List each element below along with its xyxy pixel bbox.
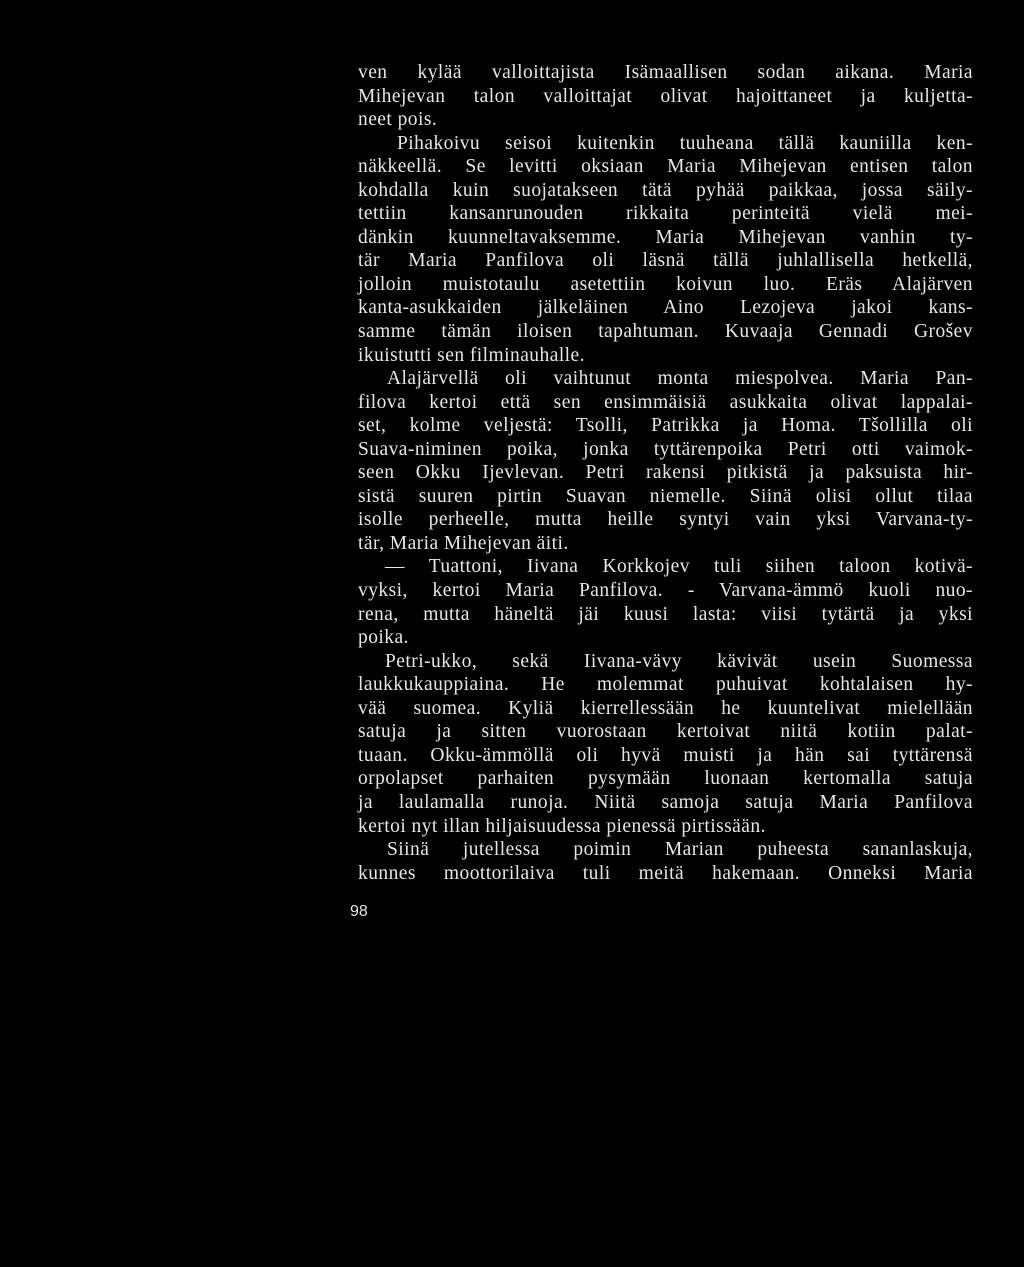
text-line: samme tämän iloisen tapahtuman. Kuvaaja Gennadi Grošev bbox=[358, 321, 973, 343]
text-line: jolloin muistotaulu asetettiin koivun luo. Eräs Alajärven bbox=[358, 273, 973, 295]
text-line: — Tuattoni, Iivana Korkkojev tuli siihen taloon kotivä- bbox=[385, 556, 973, 578]
text-line: neet pois. bbox=[358, 109, 438, 131]
text-line: ikuistutti sen filminauhalle. bbox=[358, 344, 585, 366]
text-line: tär Maria Panfilova oli läsnä tällä juhlallisella hetkellä, bbox=[358, 250, 973, 272]
text-line: Pihakoivu seisoi kuitenkin tuuheana tällä kauniilla ken- bbox=[397, 132, 973, 154]
page-number: 98 bbox=[350, 903, 368, 920]
text-line: dänkin kuunneltavaksemme. Maria Mihejevan vanhin ty- bbox=[358, 226, 973, 248]
text-line: filova kertoi että sen ensimmäisiä asukkaita olivat lappalai- bbox=[358, 391, 973, 413]
text-line: seen Okku Ijevlevan. Petri rakensi pitkistä ja paksuista hir- bbox=[358, 462, 973, 484]
text-line: Mihejevan talon valloittajat olivat hajoittaneet ja kuljetta- bbox=[358, 85, 973, 107]
text-line: kertoi nyt illan hiljaisuudessa pienessä pirtissään. bbox=[358, 815, 766, 837]
text-line: Petri-ukko, sekä Iivana-vävy kävivät usein Suomessa bbox=[385, 650, 973, 672]
text-line: tär, Maria Mihejevan äiti. bbox=[358, 532, 569, 554]
text-line: vyksi, kertoi Maria Panfilova. - Varvana-ämmö kuoli nuo- bbox=[358, 580, 973, 602]
text-line: ven kylää valloittajista Isämaallisen sodan aikana. Maria bbox=[358, 62, 973, 83]
text-line: ja laulamalla runoja. Niitä samoja satuja Maria Panfilova bbox=[358, 791, 973, 813]
text-line: Alajärvellä oli vaihtunut monta miespolvea. Maria Pan- bbox=[387, 368, 973, 390]
text-line: näkkeellä. Se levitti oksiaan Maria Mihejevan entisen talon bbox=[358, 156, 973, 178]
text-line: kunnes moottorilaiva tuli meitä hakemaan. Onneksi Maria bbox=[358, 862, 973, 884]
text-line: sistä suuren pirtin Suavan niemelle. Siinä olisi ollut tilaa bbox=[358, 485, 973, 507]
text-line: tettiin kansanrunouden rikkaita perinteitä vielä mei- bbox=[358, 203, 973, 225]
text-line: set, kolme veljestä: Tsolli, Patrikka ja Homa. Tšollilla oli bbox=[358, 415, 973, 437]
text-line: kanta-asukkaiden jälkeläinen Aino Lezojeva jakoi kans- bbox=[358, 297, 973, 319]
text-line: kohdalla kuin suojatakseen tätä pyhää paikkaa, jossa säily- bbox=[358, 179, 973, 201]
text-line: Siinä jutellessa poimin Marian puheesta sananlaskuja, bbox=[387, 839, 973, 861]
text-line: vää suomea. Kyliä kierrellessään he kuuntelivat mielellään bbox=[358, 697, 973, 719]
text-line: satuja ja sitten vuorostaan kertoivat niitä kotiin palat- bbox=[358, 721, 973, 743]
text-line: Suava-niminen poika, jonka tyttärenpoika Petri otti vaimok- bbox=[358, 438, 973, 460]
text-line: rena, mutta häneltä jäi kuusi lasta: viisi tytärtä ja yksi bbox=[358, 603, 973, 625]
text-line: isolle perheelle, mutta heille syntyi vain yksi Varvana-ty- bbox=[358, 509, 973, 531]
text-line: poika. bbox=[358, 627, 409, 649]
text-line: laukkukauppiaina. He molemmat puhuivat kohtalaisen hy- bbox=[358, 674, 973, 696]
text-line: tuaan. Okku-ämmöllä oli hyvä muisti ja hän sai tyttärensä bbox=[358, 744, 973, 766]
text-line: orpolapset parhaiten pysymään luonaan kertomalla satuja bbox=[358, 768, 973, 790]
body-text bbox=[358, 61, 973, 885]
